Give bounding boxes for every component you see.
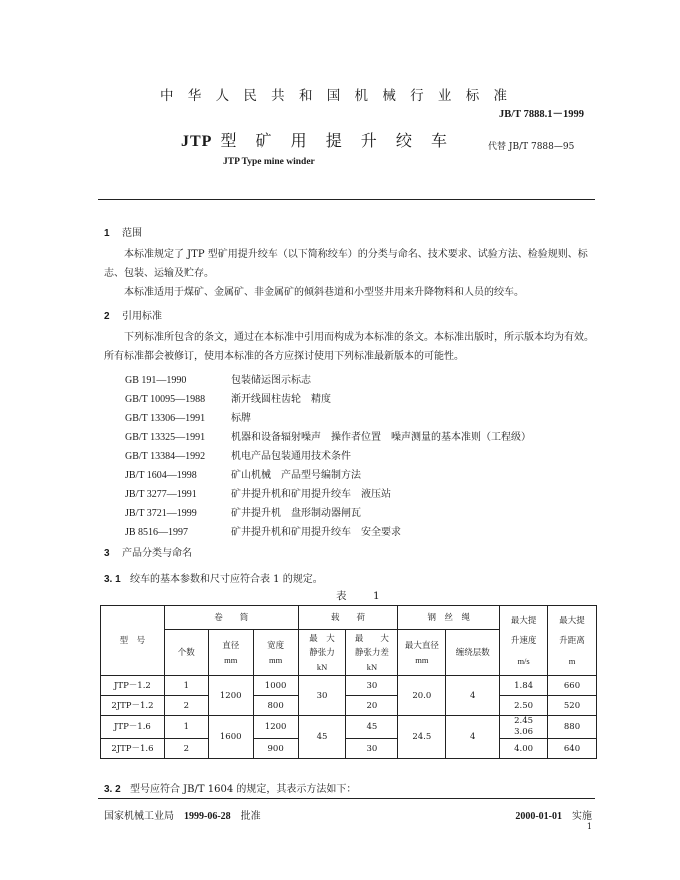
cell-rope-diameter: 24.5 xyxy=(398,716,446,759)
title-code: JTP xyxy=(181,133,213,150)
reference-title: 矿井提升机 盘形制动器闸瓦 xyxy=(231,508,361,519)
clause-number: 3. 2 xyxy=(104,784,121,795)
cell-static-tension: 30 xyxy=(298,676,346,716)
cell-count: 2 xyxy=(164,696,208,716)
issuing-organization: 中 华 人 民 共 和 国 机 械 行 业 标 准 xyxy=(160,88,512,104)
cell-speed: 2.50 xyxy=(500,696,548,716)
cell-count: 1 xyxy=(164,676,208,696)
section-title: 产品分类与命名 xyxy=(122,548,192,559)
approval-word: 批准 xyxy=(240,811,261,822)
cell-tension-diff: 30 xyxy=(346,676,398,696)
speed-label-1: 最大提 xyxy=(510,615,537,626)
header-layers: 缠绕层数 xyxy=(446,630,500,676)
clause-text: 绞车的基本参数和尺寸应符合表 1 的规定。 xyxy=(130,574,323,585)
cell-tension-diff: 45 xyxy=(346,716,398,739)
height-label-2: 升距离 xyxy=(559,635,585,646)
section-number: 2 xyxy=(104,311,110,322)
reference-code: GB/T 10095—1988 xyxy=(125,394,206,405)
static-label-2: 静张力 xyxy=(309,647,335,658)
header-width xyxy=(253,630,298,676)
reference-code: GB 191—1990 xyxy=(125,375,187,386)
cell-layers: 4 xyxy=(446,676,500,716)
section-3-heading xyxy=(104,544,192,559)
header-model: 型 号 xyxy=(101,606,165,676)
header-divider xyxy=(98,199,595,200)
clause-text: 型号应符合 JB/T 1604 的规定，其表示方法如下： xyxy=(130,784,357,795)
header-static-tension xyxy=(298,630,346,676)
header-max-speed xyxy=(500,606,548,676)
document-title xyxy=(181,128,454,151)
reference-title: 机器和设备辐射噪声 操作者位置 噪声测量的基本准则（工程级） xyxy=(231,432,531,443)
width-unit: mm xyxy=(269,654,283,665)
cell-width: 1200 xyxy=(253,716,298,739)
reference-code: GB/T 13306—1991 xyxy=(125,413,206,424)
section-number: 1 xyxy=(104,228,110,239)
cell-count: 1 xyxy=(164,716,208,739)
reference-item xyxy=(125,466,361,481)
speed-unit: m/s xyxy=(517,655,530,666)
cell-speed: 1.84 xyxy=(500,676,548,696)
static-unit: kN xyxy=(316,661,328,672)
cell-diameter: 1200 xyxy=(208,676,253,716)
cell-height: 520 xyxy=(548,696,597,716)
reference-item xyxy=(125,390,331,405)
cell-height: 880 xyxy=(548,716,597,739)
reference-item xyxy=(125,485,391,500)
header-load: 载 荷 xyxy=(298,606,398,630)
clause-3-1 xyxy=(104,570,323,585)
table-caption: 表 1 xyxy=(336,590,388,602)
approval-date: 1999-06-28 xyxy=(184,811,231,822)
header-tension-diff xyxy=(346,630,398,676)
approval-note xyxy=(104,807,261,822)
reference-title: 包装储运图示标志 xyxy=(231,375,311,386)
reference-title: 渐开线圆柱齿轮 精度 xyxy=(231,394,331,405)
reference-item xyxy=(125,409,251,424)
section-2-paragraph: 下列标准所包含的条文，通过在本标准中引用而构成为本标准的条文。本标准出版时，所示版本均为有效。所有标准都会被修订，使用本标准的各方应探讨使用下列标准最新版本的可能性。 xyxy=(104,332,594,362)
reference-item xyxy=(125,371,311,386)
header-drum: 卷 筒 xyxy=(164,606,298,630)
rope-diameter-unit: mm xyxy=(415,654,429,665)
height-unit: m xyxy=(568,655,576,666)
title-cn: 型 矿 用 提 升 绞 车 xyxy=(220,131,454,150)
section-1-heading xyxy=(104,224,142,239)
cell-width: 1000 xyxy=(253,676,298,696)
diff-label-2: 静张力差 xyxy=(354,647,389,658)
reference-title: 矿山机械 产品型号编制方法 xyxy=(231,470,361,481)
cell-static-tension: 45 xyxy=(298,716,346,759)
reference-code: JB/T 3277—1991 xyxy=(125,489,197,500)
approver: 国家机械工业局 xyxy=(104,811,174,822)
speed-value: 2.45 xyxy=(514,716,534,726)
speed-label-2: 升速度 xyxy=(510,635,537,646)
effective-date: 2000-01-01 xyxy=(515,811,562,822)
cell-model: JTP－1.6 xyxy=(101,716,165,739)
cell-width: 800 xyxy=(253,696,298,716)
speed-value-alt: 3.06 xyxy=(514,727,534,737)
cell-model: 2JTP－1.2 xyxy=(101,696,165,716)
reference-title: 矿井提升机和矿用提升绞车 液压站 xyxy=(231,489,391,500)
reference-code: JB/T 3721—1999 xyxy=(125,508,197,519)
reference-code: JB/T 1604—1998 xyxy=(125,470,197,481)
header-count: 个数 xyxy=(164,630,208,676)
table-row xyxy=(101,739,597,759)
reference-item xyxy=(125,504,361,519)
reference-title: 标牌 xyxy=(231,413,251,424)
effective-note xyxy=(515,807,592,822)
width-label: 宽度 xyxy=(267,640,285,651)
cell-width: 900 xyxy=(253,739,298,759)
reference-title: 机电产品包装通用技术条件 xyxy=(231,451,351,462)
cell-height: 640 xyxy=(548,739,597,759)
diff-label-1: 最 大 xyxy=(354,633,389,644)
header-rope-diameter xyxy=(398,630,446,676)
standard-number: JB/T 7888.1－1999 xyxy=(499,109,584,120)
table-row xyxy=(101,676,597,696)
english-title: JTP Type mine winder xyxy=(223,157,315,167)
reference-title: 矿井提升机和矿用提升绞车 安全要求 xyxy=(231,527,401,538)
table-row xyxy=(101,696,597,716)
section-2-heading xyxy=(104,307,162,322)
diameter-label: 直径 xyxy=(222,640,240,651)
section-number: 3 xyxy=(104,548,110,559)
footer-divider xyxy=(98,798,595,799)
header-diameter xyxy=(208,630,253,676)
diff-unit: kN xyxy=(366,661,378,672)
replaces-note: 代替 JB/T 7888—95 xyxy=(488,142,575,152)
clause-number: 3. 1 xyxy=(104,574,121,585)
cell-diameter: 1600 xyxy=(208,716,253,759)
section-1-paragraph-2: 本标准适用于煤矿、金属矿、非金属矿的倾斜巷道和小型竖井用来升降物料和人员的绞车。 xyxy=(124,287,524,298)
section-title: 范围 xyxy=(122,228,142,239)
cell-speed: 4.00 xyxy=(500,739,548,759)
header-max-height xyxy=(548,606,597,676)
cell-tension-diff: 30 xyxy=(346,739,398,759)
static-label-1: 最 大 xyxy=(309,633,335,644)
cell-speed xyxy=(500,716,548,739)
rope-diameter-label: 最大直径 xyxy=(404,640,439,651)
cell-model: 2JTP－1.6 xyxy=(101,739,165,759)
reference-code: JB 8516—1997 xyxy=(125,527,189,538)
cell-model: JTP－1.2 xyxy=(101,676,165,696)
section-title: 引用标准 xyxy=(122,311,162,322)
page-number: 1 xyxy=(586,822,592,831)
diameter-unit: mm xyxy=(224,654,238,665)
reference-code: GB/T 13325—1991 xyxy=(125,432,206,443)
cell-height: 660 xyxy=(548,676,597,696)
cell-count: 2 xyxy=(164,739,208,759)
parameters-table xyxy=(100,605,597,759)
cell-rope-diameter: 20.0 xyxy=(398,676,446,716)
cell-tension-diff: 20 xyxy=(346,696,398,716)
reference-code: GB/T 13384—1992 xyxy=(125,451,206,462)
effective-word: 实施 xyxy=(572,811,592,822)
height-label-1: 最大提 xyxy=(559,615,585,626)
reference-item xyxy=(125,428,531,443)
reference-item xyxy=(125,523,401,538)
header-rope: 钢 丝 绳 xyxy=(398,606,500,630)
section-1-paragraph-1: 本标准规定了 JTP 型矿用提升绞车（以下简称绞车）的分类与命名、技术要求、试验方法、检验规则、标志、包装、运输及贮存。 xyxy=(104,249,588,279)
table-row xyxy=(101,716,597,739)
clause-3-2 xyxy=(104,780,356,795)
reference-item xyxy=(125,447,351,462)
cell-layers: 4 xyxy=(446,716,500,759)
